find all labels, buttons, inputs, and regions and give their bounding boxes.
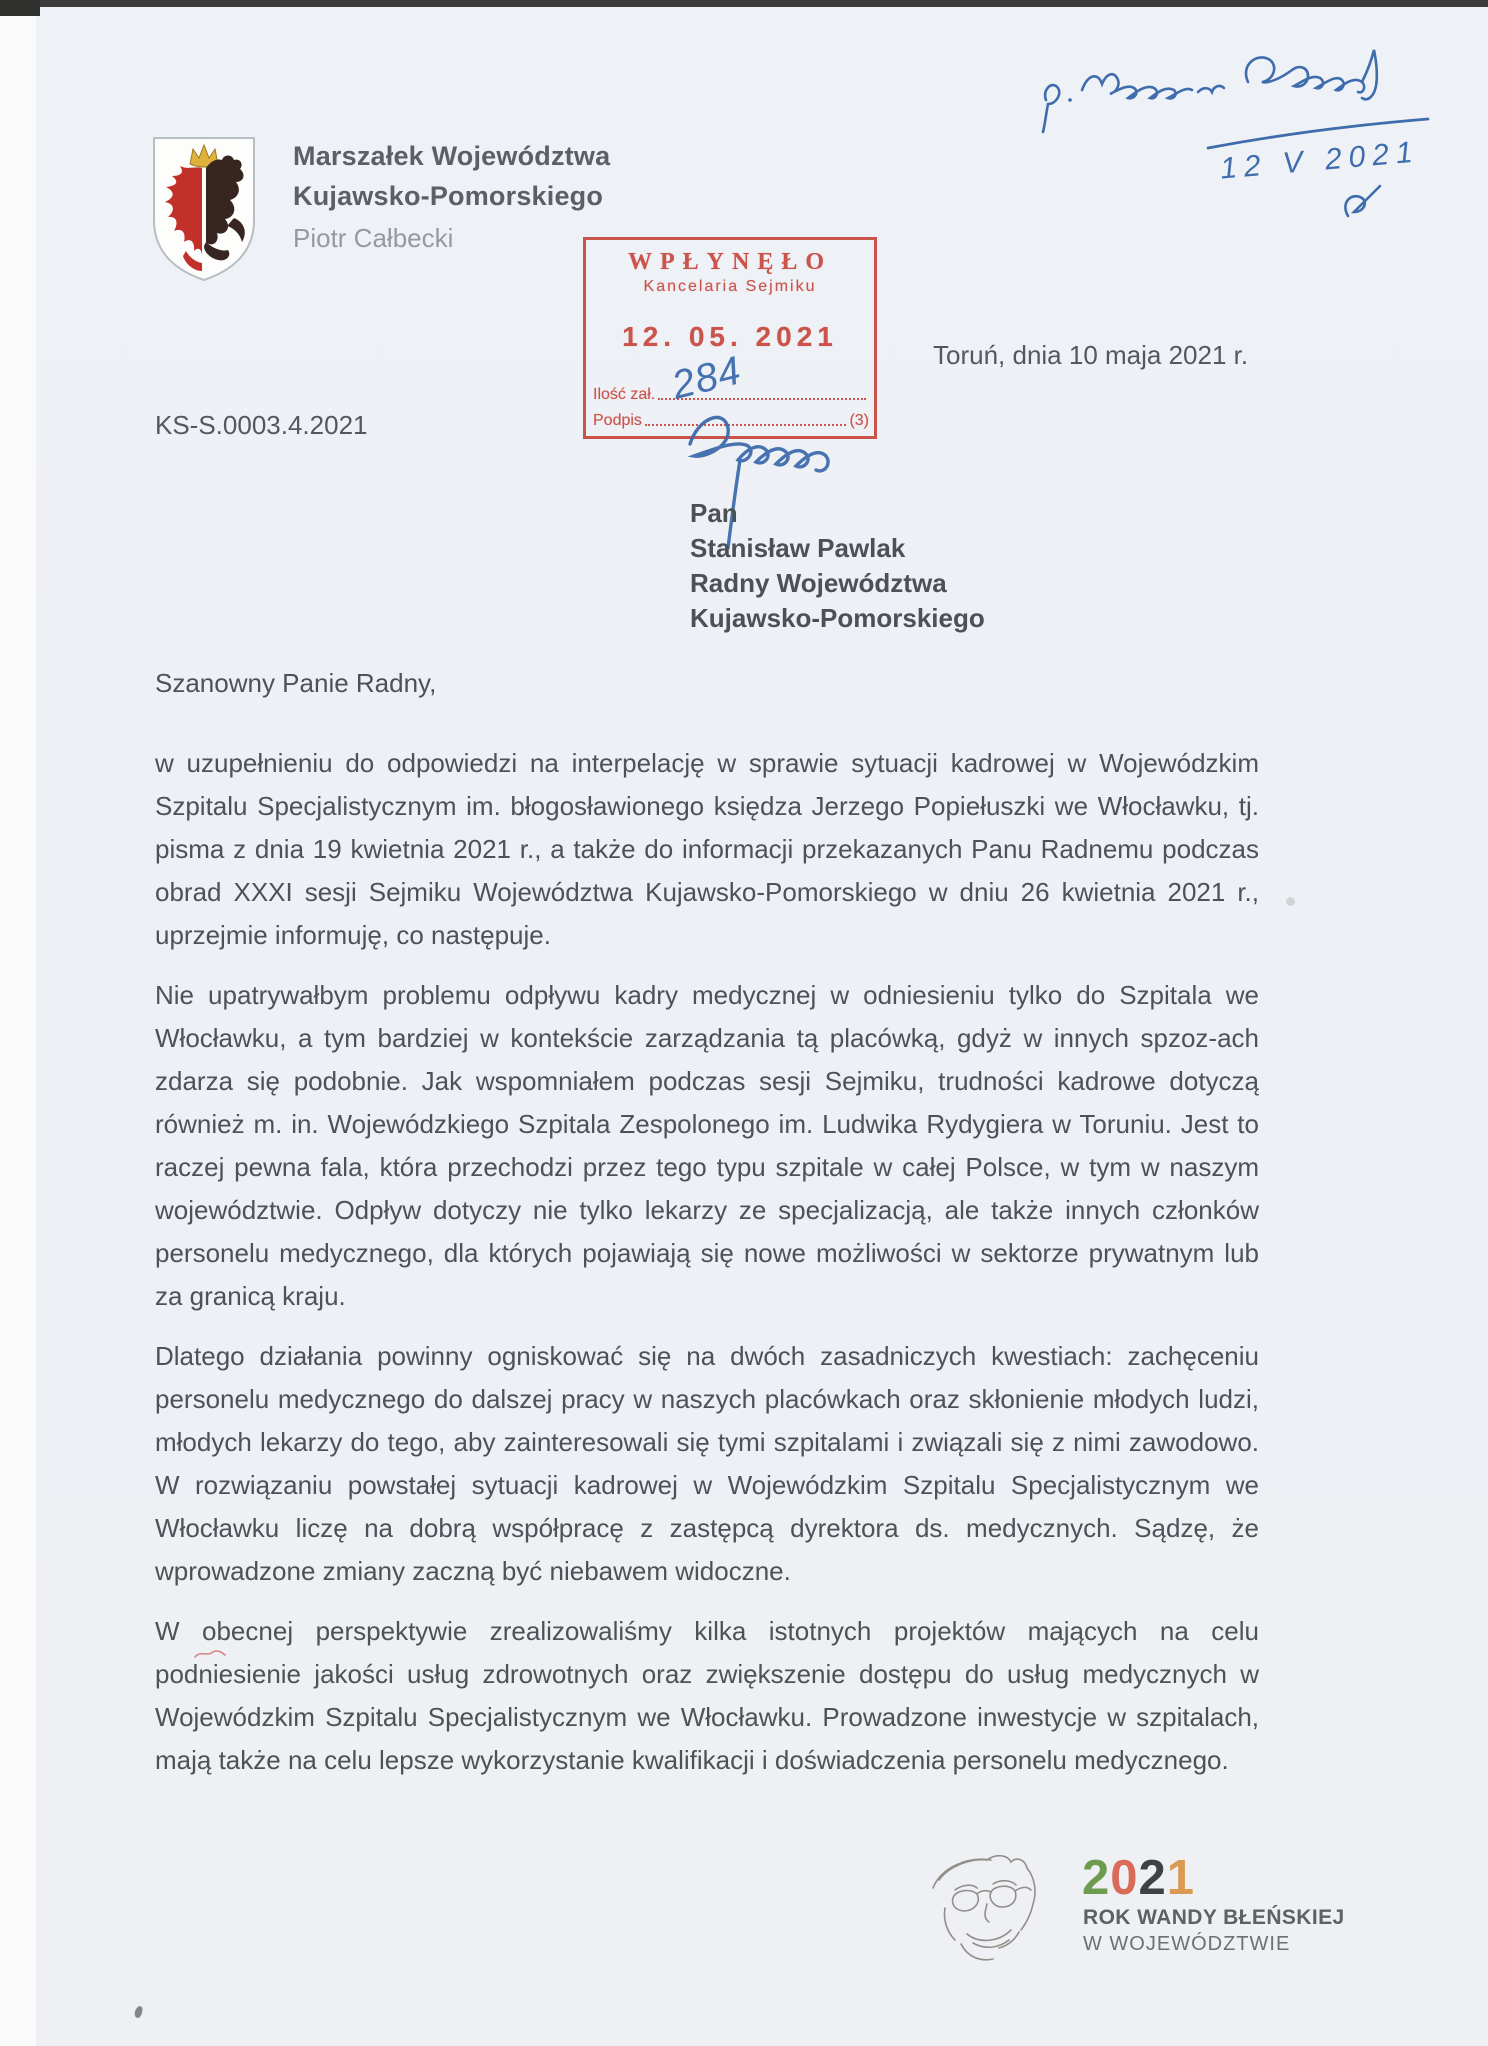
- stamp-date: 12. 05. 2021: [622, 321, 838, 352]
- recipient-line: Kujawsko-Pomorskiego: [690, 603, 985, 633]
- footer-year-digit: 2: [1082, 1851, 1111, 1905]
- handwriting-scribble: [1012, 26, 1452, 226]
- body-paragraph: Nie upatrywałbym problemu odpływu kadry medycznej w odniesieniu tylko do Szpitala we Włocławku, a tym bardziej w kontekście zarządzania tą placówką, gdyż w innych spzoz-ach zdarza się podobnie. Jak wspomniałem podczas sesji Sejmiku, trudności kadrowe dotyczą również m. in. Wojewódzkiego Szpitala Zespolonego im. Ludwika Rydygiera w Toruniu. Jest to raczej pewna fala, która przechodzi przez tego typu szpitale w całej Polsce, w tym w naszym województwie. Odpływ dotyczy nie tylko lekarzy ze specjalizacją, ale także innych członków personelu medycznego, dla których pojawiają się nowe możliwości w sektorze prywatnym lub za granicą kraju.: [155, 980, 1259, 1311]
- letterhead-title-line1: Marszałek Województwa: [293, 141, 611, 171]
- letterhead: [293, 136, 610, 258]
- reference-number: KS-S.0003.4.2021: [155, 410, 368, 440]
- stamp-signature-label: Podpis: [593, 412, 642, 429]
- recipient-line: Stanisław Pawlak: [690, 533, 906, 563]
- voivodeship-coat-of-arms: [148, 130, 260, 287]
- scan-speck: [134, 2005, 144, 2018]
- scan-artifact-top-band: [0, 0, 1488, 7]
- dateline: Toruń, dnia 10 maja 2021 r.: [933, 340, 1249, 370]
- scan-speck: [1286, 897, 1295, 906]
- stamp-attachments-label: Ilość zał.: [593, 386, 656, 403]
- stamp-title: WPŁYNĘŁO: [627, 249, 832, 275]
- handwritten-annotation: [1012, 26, 1452, 226]
- letterhead-title-line2: Kujawsko-Pomorskiego: [293, 181, 604, 211]
- wanda-blenska-sketch-portrait: [915, 1845, 1065, 1972]
- handwritten-date: 12 V 2021: [1218, 135, 1421, 186]
- handwritten-attachment-count: 284: [667, 348, 746, 408]
- recipient-line: Radny Województwa: [690, 568, 947, 598]
- letter-body: [155, 742, 1259, 1799]
- stamp-subtitle: Kancelaria Sejmiku: [643, 278, 817, 295]
- footer-campaign-subtitle: W WOJEWÓDZTWIE: [1083, 1933, 1291, 1955]
- recipient-line: Pan: [690, 498, 738, 528]
- scan-red-mark: [193, 1648, 227, 1660]
- body-paragraph: Dlatego działania powinny ogniskować się na dwóch zasadniczych kwestiach: zachęceniu personelu medycznego do dalszej pracy w naszych placówkach oraz skłonienie młodych ludzi, młodych lekarzy do tego, aby zainteresowali się tymi szpitalami i związali się z nimi zawodowo. W rozwiązaniu powstałej sytuacji kadrowej w Wojewódzkim Szpitalu Specjalistycznym we Włocławku liczę na dobrą współpracę z zastępcą dyrektora ds. medycznych. Sądzę, że wprowadzone zmiany zaczną być niebawem widoczne.: [155, 1341, 1259, 1586]
- footer-campaign-title: ROK WANDY BŁEŃSKIEJ: [1083, 1906, 1345, 1929]
- footer-year: [1082, 1850, 1195, 1906]
- scan-edge-strip: [0, 0, 36, 2046]
- recipient-block: [690, 496, 985, 636]
- body-paragraph: W obecnej perspektywie zrealizowaliśmy kilka istotnych projektów mających na celu podniesienie jakości usług zdrowotnych oraz zwiększenie dostępu do usług medycznych w Wojewódzkim Szpitalu Specjalistycznym we Włocławku. Prowadzone inwestycje w szpitalach, mają także na celu lepsze wykorzystanie kwalifikacji i doświadczenia personelu medycznego.: [155, 1616, 1259, 1775]
- footer-year-digit: 0: [1110, 1851, 1139, 1905]
- letterhead-person-name: Piotr Całbecki: [293, 223, 454, 253]
- body-paragraph: w uzupełnieniu do odpowiedzi na interpelację w sprawie sytuacji kadrowej w Wojewódzkim Szpitalu Specjalistycznym im. błogosławionego księdza Jerzego Popiełuszki we Włocławku, tj. pisma z dnia 19 kwietnia 2021 r., a także do informacji przekazanych Panu Radnemu podczas obrad XXXI sesji Sejmiku Województwa Kujawsko-Pomorskiego w dniu 26 kwietnia 2021 r., uprzejmie informuję, co następuje.: [155, 748, 1259, 950]
- stamp-signature-suffix: (3): [849, 412, 869, 429]
- scan-artifact-corner: [0, 0, 40, 16]
- salutation: Szanowny Panie Radny,: [155, 668, 437, 698]
- footer-year-digit: 1: [1166, 1851, 1196, 1905]
- footer-year-digit: 2: [1138, 1851, 1167, 1905]
